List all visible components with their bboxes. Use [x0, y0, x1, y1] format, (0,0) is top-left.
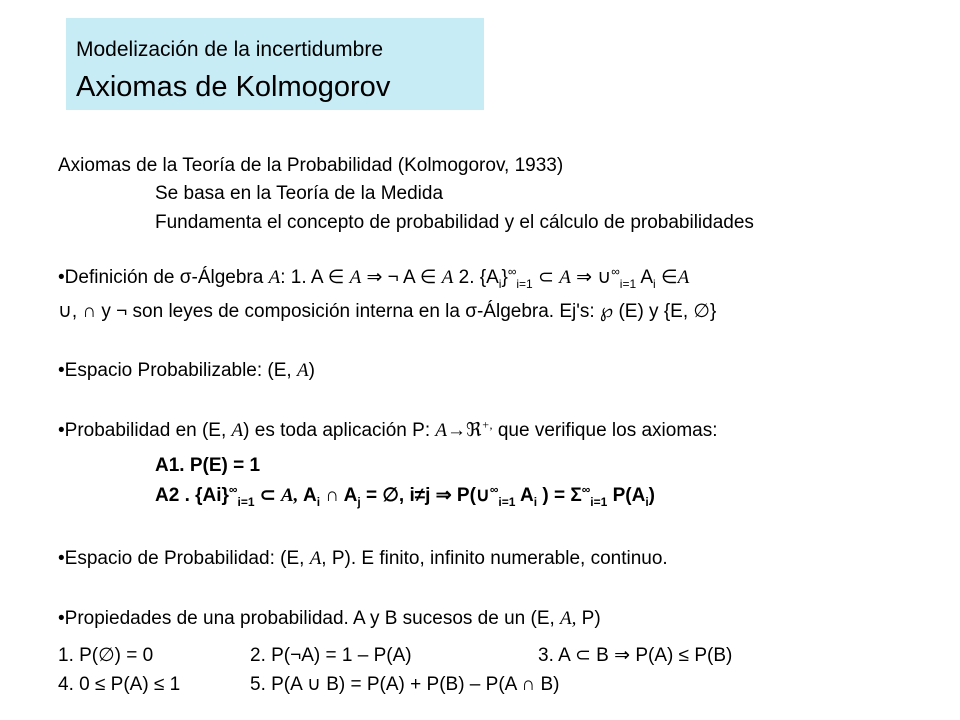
intro-line-1: Axiomas de la Teoría de la Probabilidad (Kolmogorov, 1933)	[58, 155, 564, 176]
axiom-2: A2 . $\{Ai\}^\infty_{i=1}$ ⊂ A, $A_i$ ∩ $A_j$ = ∅, i≠j ⇒ $P(\cup^\infty_{i=1}$ $A_i$ ) = $\Sigma^\infty_{i=1}$ $P(A_i)$	[155, 482, 655, 509]
probabilizable-space: •Espacio Probabilizable: (E, A)	[58, 360, 315, 381]
property-1: 1. P(∅) = 0	[58, 645, 154, 666]
property-2: 2. P(¬A) = 1 – P(A)	[250, 645, 412, 666]
intro-line-3: Fundamenta el concepto de probabilidad y el cálculo de probabilidades	[155, 212, 754, 233]
property-3: 3. A ⊂ B ⇒ P(A) ≤ P(B)	[538, 645, 733, 666]
intro-line-2: Se basa en la Teoría de la Medida	[155, 183, 444, 204]
sigma-algebra-definition: •Definición de σ-Álgebra A: 1. A ∈ A ⇒ ¬ A ∈ A 2. $\{A_i\}^\infty_{i=1}$ ⊂ A ⇒ $\cup^\infty_{i=1}$ $A_i$ ∈A	[58, 264, 690, 291]
axiom-1: A1. P(E) = 1	[155, 455, 261, 476]
slide-title: Axiomas de Kolmogorov	[76, 71, 391, 103]
slide-subtitle: Modelización de la incertidumbre	[76, 38, 383, 61]
property-4: 4. 0 ≤ P(A) ≤ 1	[58, 674, 181, 695]
probability-definition: •Probabilidad en (E, A) es toda aplicación P: A→ℜ+, que verifique los axiomas:	[58, 417, 718, 441]
title-box	[66, 18, 484, 110]
properties-heading: •Propiedades de una probabilidad. A y B sucesos de un (E, A, P)	[58, 608, 601, 629]
sigma-algebra-laws: ∪, ∩ y ¬ son leyes de composición interna en la σ-Álgebra. Ej's: ℘ (E) y {E, ∅}	[58, 301, 717, 322]
property-5: 5. P(A ∪ B) = P(A) + P(B) – P(A ∩ B)	[250, 674, 560, 695]
probability-space: •Espacio de Probabilidad: (E, A, P). E finito, infinito numerable, continuo.	[58, 548, 668, 569]
